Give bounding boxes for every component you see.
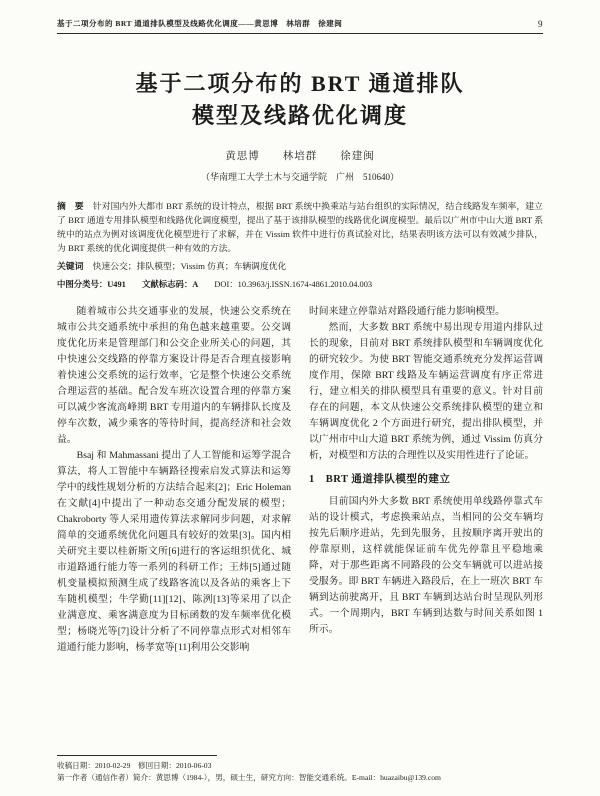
section-1-heading: 1 BRT 通道排队模型的建立 bbox=[309, 473, 451, 485]
article-title-line2: 模型及线路优化调度 bbox=[191, 102, 408, 128]
running-header bbox=[57, 18, 543, 34]
body-paragraph: 随着城市公共交通事业的发展，快速公交系统在城市公共交通系统中承担的角色越来越重要。公交调度优化历来是管理部门和公交企业所关心的问题，其中快速公交线路的停靠方案设计得是否合理直接影响着快速公交系统的运行效率，它是整个快速公交系统合理运营的基础。配合发车班次设置合理的停靠方案可以减少客流高峰期 BRT 专用道内的车辆排队长度及停车次数，减少乘客的等待时间，提高经济和社会效益。 bbox=[57, 305, 291, 445]
article-title bbox=[57, 68, 543, 132]
body-columns bbox=[57, 304, 543, 732]
abstract-text: 针对国内外大都市 BRT 系统的设计特点，根据 BRT 系统中换乘站与站台组织的实际情况，结合线路发车频率，建立了 BRT 通道专用排队模型和线路优化调度模型，提出了基于该排队模型的线路优化调度模型。最后以广州市中山大道 BRT 系统中的站点为例对该调度优化模型进行了求解，并在 Vissim 软件中进行仿真试验对比，结果表明该方法可以有效减少排队，为 BRT 系统的优化调度提供一种有效的方法。 bbox=[57, 200, 543, 253]
running-title: 基于二项分布的 BRT 通道排队模型及线路优化调度——黄思博 林培群 徐建闽 bbox=[57, 19, 343, 28]
doi: DOI：10.3963/j.ISSN.1674-4861.2010.04.003 bbox=[214, 279, 373, 289]
body-paragraph: 时间来建立停靠站对路段通行能力影响模型。 bbox=[309, 305, 505, 317]
document-code: 文献标志码：A bbox=[141, 279, 199, 289]
page-number: 9 bbox=[538, 19, 543, 29]
keywords-label: 关键词 bbox=[57, 260, 84, 271]
authors-line: 黄思博 林培群 徐建闽 bbox=[225, 150, 375, 162]
footnote-rule bbox=[57, 755, 217, 756]
keywords-block bbox=[57, 260, 543, 273]
body-paragraph: Bsaj 和 Mahmassani 提出了人工智能和运筹学混合算法，将人工智能中车辆路径搜索启发式算法和运筹学中的线性规划分析的方法结合起来[2]；Eric Holeman 在文献[4]中提出了一种动态交通分配发展的模型；Chakroborty 等人采用遗传算法求解同步问题，对求解简单的交通系统优化问题具有较好的效果[3]。国内相关研究主要以桂新斯文所[6]进行的客运组织优化、城市道路通行能力等一系列的科研工作；王炜[5]通过随机变量模拟预测生成了线路客流以及各站的乘客上下车随机模型；牛学勤[11][12]、陈洌[13]等采用了以企业满意度、乘客满意度为目标函数的发车频率优化模型；杨晓光等[7]设计分析了不同停靠点形式对相邻车道通行能力影响，杨孝宽等[11]利用公交影响 bbox=[57, 449, 291, 653]
body-paragraph: 然而，大多数 BRT 系统中易出现专用道内排队过长的现象，目前对 BRT 系统排队模型和车辆调度优化的研究较少。为使 BRT 智能交通系统充分发挥运营调度作用，保障 BRT 线路及车辆运营调度有序正常进行，建立相关的排队模型具有重要的意义。针对目前存在的问题，本文从快速公交系统排队模型的建立和车辆调度优化 2 个方面进行研究，提出排队模型，并以广州市中山大道 BRT 系统为例，通过 Vissim 仿真分析，对模型和方法的合理性以及实用性进行了论证。 bbox=[309, 321, 543, 461]
footnote-area bbox=[57, 755, 543, 784]
abstract-label: 摘 要 bbox=[57, 200, 84, 211]
body-paragraph: 目前国内外大多数 BRT 系统使用单线路停靠式车站的设计模式，考虑换乘站点，当相同的公交车辆均按先后顺序进站，先到先服务，且按顺序离开驶出的停靠原则，这样就能保证前车优先停靠且平稳地乘降，对于那些距离不同路段的公交车辆就可以进站接受服务。即 BRT 车辆进入路段后，在上一班次 BRT 车辆到达前驶离开，且 BRT 车辆到达站台时呈现队列形式。一个周期内，BRT 车辆到达数与时间关系如图 1 所示。 bbox=[309, 495, 543, 635]
author-bio: 第一作者（通信作者）简介：黄思博（1984-），男，硕士生，研究方向：智能交通系统。E-mail：huazaibu@139.com bbox=[57, 773, 441, 782]
right-column bbox=[309, 304, 543, 732]
classification-line bbox=[57, 278, 543, 291]
abstract-block bbox=[57, 199, 543, 255]
keywords-text: 快速公交；排队模型；Vissim 仿真；车辆调度优化 bbox=[92, 260, 287, 271]
received-revised-dates: 收稿日期：2010-02-29 修回日期：2010-06-03 bbox=[57, 761, 212, 770]
clc-number: 中图分类号：U491 bbox=[57, 279, 126, 289]
article-title-line1: 基于二项分布的 BRT 通道排队 bbox=[135, 71, 465, 96]
left-column bbox=[57, 304, 291, 732]
affiliation-line: （华南理工大学土木与交通学院 广州 510640） bbox=[200, 171, 399, 182]
